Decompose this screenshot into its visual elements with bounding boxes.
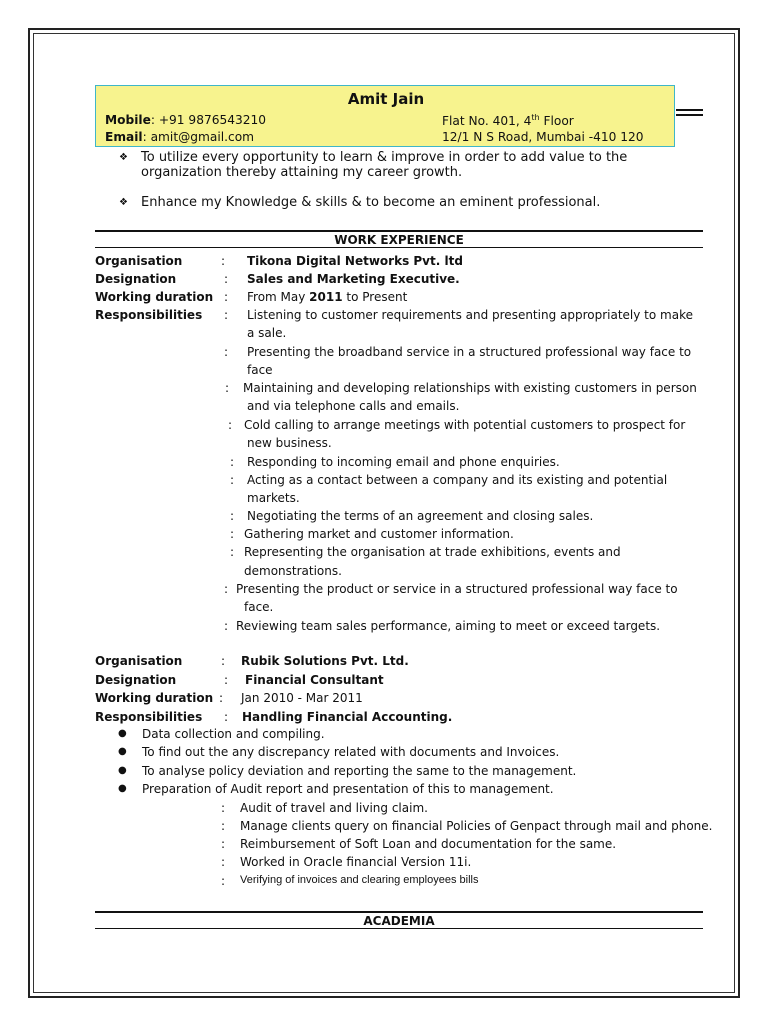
section-rule	[95, 247, 703, 248]
responsibility-item-cont: face.	[244, 600, 274, 614]
job2-sub-item: Verifying of invoices and clearing employees bills	[240, 874, 479, 886]
colon: :	[224, 673, 229, 687]
colon: :	[224, 710, 229, 724]
email-value: : amit@gmail.com	[142, 130, 255, 144]
bullet-icon: ●	[118, 783, 127, 794]
responsibility-item-cont: a sale.	[247, 326, 287, 340]
responsibility-item: Acting as a contact between a company and its existing and potential	[247, 473, 668, 487]
email-line	[105, 130, 254, 144]
diamond-bullet-icon: ❖	[119, 152, 128, 163]
job2-bullet: Preparation of Audit report and presentation of this to management.	[142, 782, 554, 796]
job2-bullet: To find out the any discrepancy related with documents and Invoices.	[142, 745, 560, 759]
working-duration-label: Working duration	[95, 691, 214, 705]
job1-designation: Sales and Marketing Executive.	[247, 272, 460, 286]
job1-organisation: Tikona Digital Networks Pvt. ltd	[247, 254, 463, 268]
objective-2-line-1: Enhance my Knowledge & skills & to become an eminent professional.	[141, 195, 601, 210]
mobile-line	[105, 113, 266, 127]
responsibility-item-cont: demonstrations.	[244, 564, 342, 578]
colon: :	[228, 418, 233, 432]
responsibility-item-cont: new business.	[247, 436, 332, 450]
job2-organisation: Rubik Solutions Pvt. Ltd.	[241, 654, 409, 668]
responsibility-item: Presenting the product or service in a structured professional way face to	[236, 582, 678, 596]
colon: :	[221, 855, 226, 869]
responsibility-item: Maintaining and developing relationships with existing customers in person	[243, 381, 697, 395]
job1-duration: From May 2011 to Present	[247, 290, 408, 304]
responsibility-item: Representing the organisation at trade exhibitions, events and	[244, 545, 621, 559]
header-double-rule-top	[676, 109, 703, 111]
colon: :	[221, 801, 226, 815]
responsibility-item: Responding to incoming email and phone enquiries.	[247, 455, 560, 469]
section-rule	[95, 911, 703, 913]
job2-sub-item: Audit of travel and living claim.	[240, 801, 428, 815]
colon: :	[230, 545, 235, 559]
colon: :	[230, 473, 235, 487]
job2-sub-item: Reimbursement of Soft Loan and documentation for the same.	[240, 837, 617, 851]
section-title: ACADEMIA	[363, 914, 435, 928]
colon: :	[221, 819, 226, 833]
job2-responsibilities-head: Handling Financial Accounting.	[242, 710, 453, 724]
responsibility-item: Presenting the broadband service in a structured professional way face to	[247, 345, 692, 359]
colon: :	[221, 254, 226, 268]
colon: :	[230, 509, 235, 523]
organisation-label: Organisation	[95, 654, 183, 668]
section-title: WORK EXPERIENCE	[334, 233, 464, 247]
job2-sub-item: Worked in Oracle financial Version 11i.	[240, 855, 472, 869]
colon: :	[224, 582, 229, 596]
colon: :	[230, 455, 235, 469]
job2-sub-item: Manage clients query on financial Policies of Genpact through mail and phone.	[240, 819, 713, 833]
responsibility-item-cont: and via telephone calls and emails.	[247, 399, 460, 413]
organisation-label: Organisation	[95, 254, 183, 268]
designation-label: Designation	[95, 272, 177, 286]
work-experience-heading	[95, 230, 703, 248]
colon: :	[224, 308, 229, 322]
working-duration-label: Working duration	[95, 290, 214, 304]
bullet-icon: ●	[118, 746, 127, 757]
section-rule	[95, 230, 703, 232]
email-label: Email	[105, 130, 143, 144]
colon: :	[224, 619, 229, 633]
job2-duration: Jan 2010 - Mar 2011	[241, 691, 363, 705]
colon: :	[221, 654, 226, 668]
job2-designation: Financial Consultant	[245, 673, 384, 687]
bullet-icon: ●	[118, 765, 127, 776]
colon: :	[224, 290, 229, 304]
colon: :	[230, 527, 235, 541]
responsibility-item: Reviewing team sales performance, aiming to meet or exceed targets.	[236, 619, 661, 633]
mobile-label: Mobile	[105, 113, 151, 127]
responsibility-item: Cold calling to arrange meetings with potential customers to prospect for	[244, 418, 686, 432]
responsibility-item: Gathering market and customer information.	[244, 527, 514, 541]
contact-header	[95, 85, 675, 147]
colon: :	[219, 691, 224, 705]
address-line-2: 12/1 N S Road, Mumbai -410 120	[442, 130, 644, 144]
colon: :	[221, 837, 226, 851]
responsibilities-label: Responsibilities	[95, 710, 203, 724]
diamond-bullet-icon: ❖	[119, 197, 128, 208]
mobile-value: : +91 9876543210	[150, 113, 266, 127]
colon: :	[224, 272, 229, 286]
colon: :	[225, 381, 230, 395]
colon: :	[221, 874, 226, 888]
candidate-name: Amit Jain	[347, 90, 425, 108]
responsibility-item-cont: markets.	[247, 491, 300, 505]
section-rule	[95, 928, 703, 929]
responsibility-item: Negotiating the terms of an agreement and closing sales.	[247, 509, 594, 523]
address-line-1: Flat No. 401, 4th Floor	[442, 113, 574, 129]
responsibility-item: Listening to customer requirements and presenting appropriately to make	[247, 308, 693, 322]
responsibilities-label: Responsibilities	[95, 308, 203, 322]
designation-label: Designation	[95, 673, 177, 687]
objective-1-line-2: organization thereby attaining my career growth.	[141, 165, 463, 180]
bullet-icon: ●	[118, 728, 127, 739]
colon: :	[224, 345, 229, 359]
academia-heading	[95, 911, 703, 929]
job2-bullet: Data collection and compiling.	[142, 727, 325, 741]
responsibility-item-cont: face	[247, 363, 273, 377]
job2-bullet: To analyse policy deviation and reporting the same to the management.	[142, 764, 577, 778]
objective-1-line-1: To utilize every opportunity to learn & improve in order to add value to the	[141, 150, 628, 165]
header-double-rule-bottom	[676, 114, 703, 116]
